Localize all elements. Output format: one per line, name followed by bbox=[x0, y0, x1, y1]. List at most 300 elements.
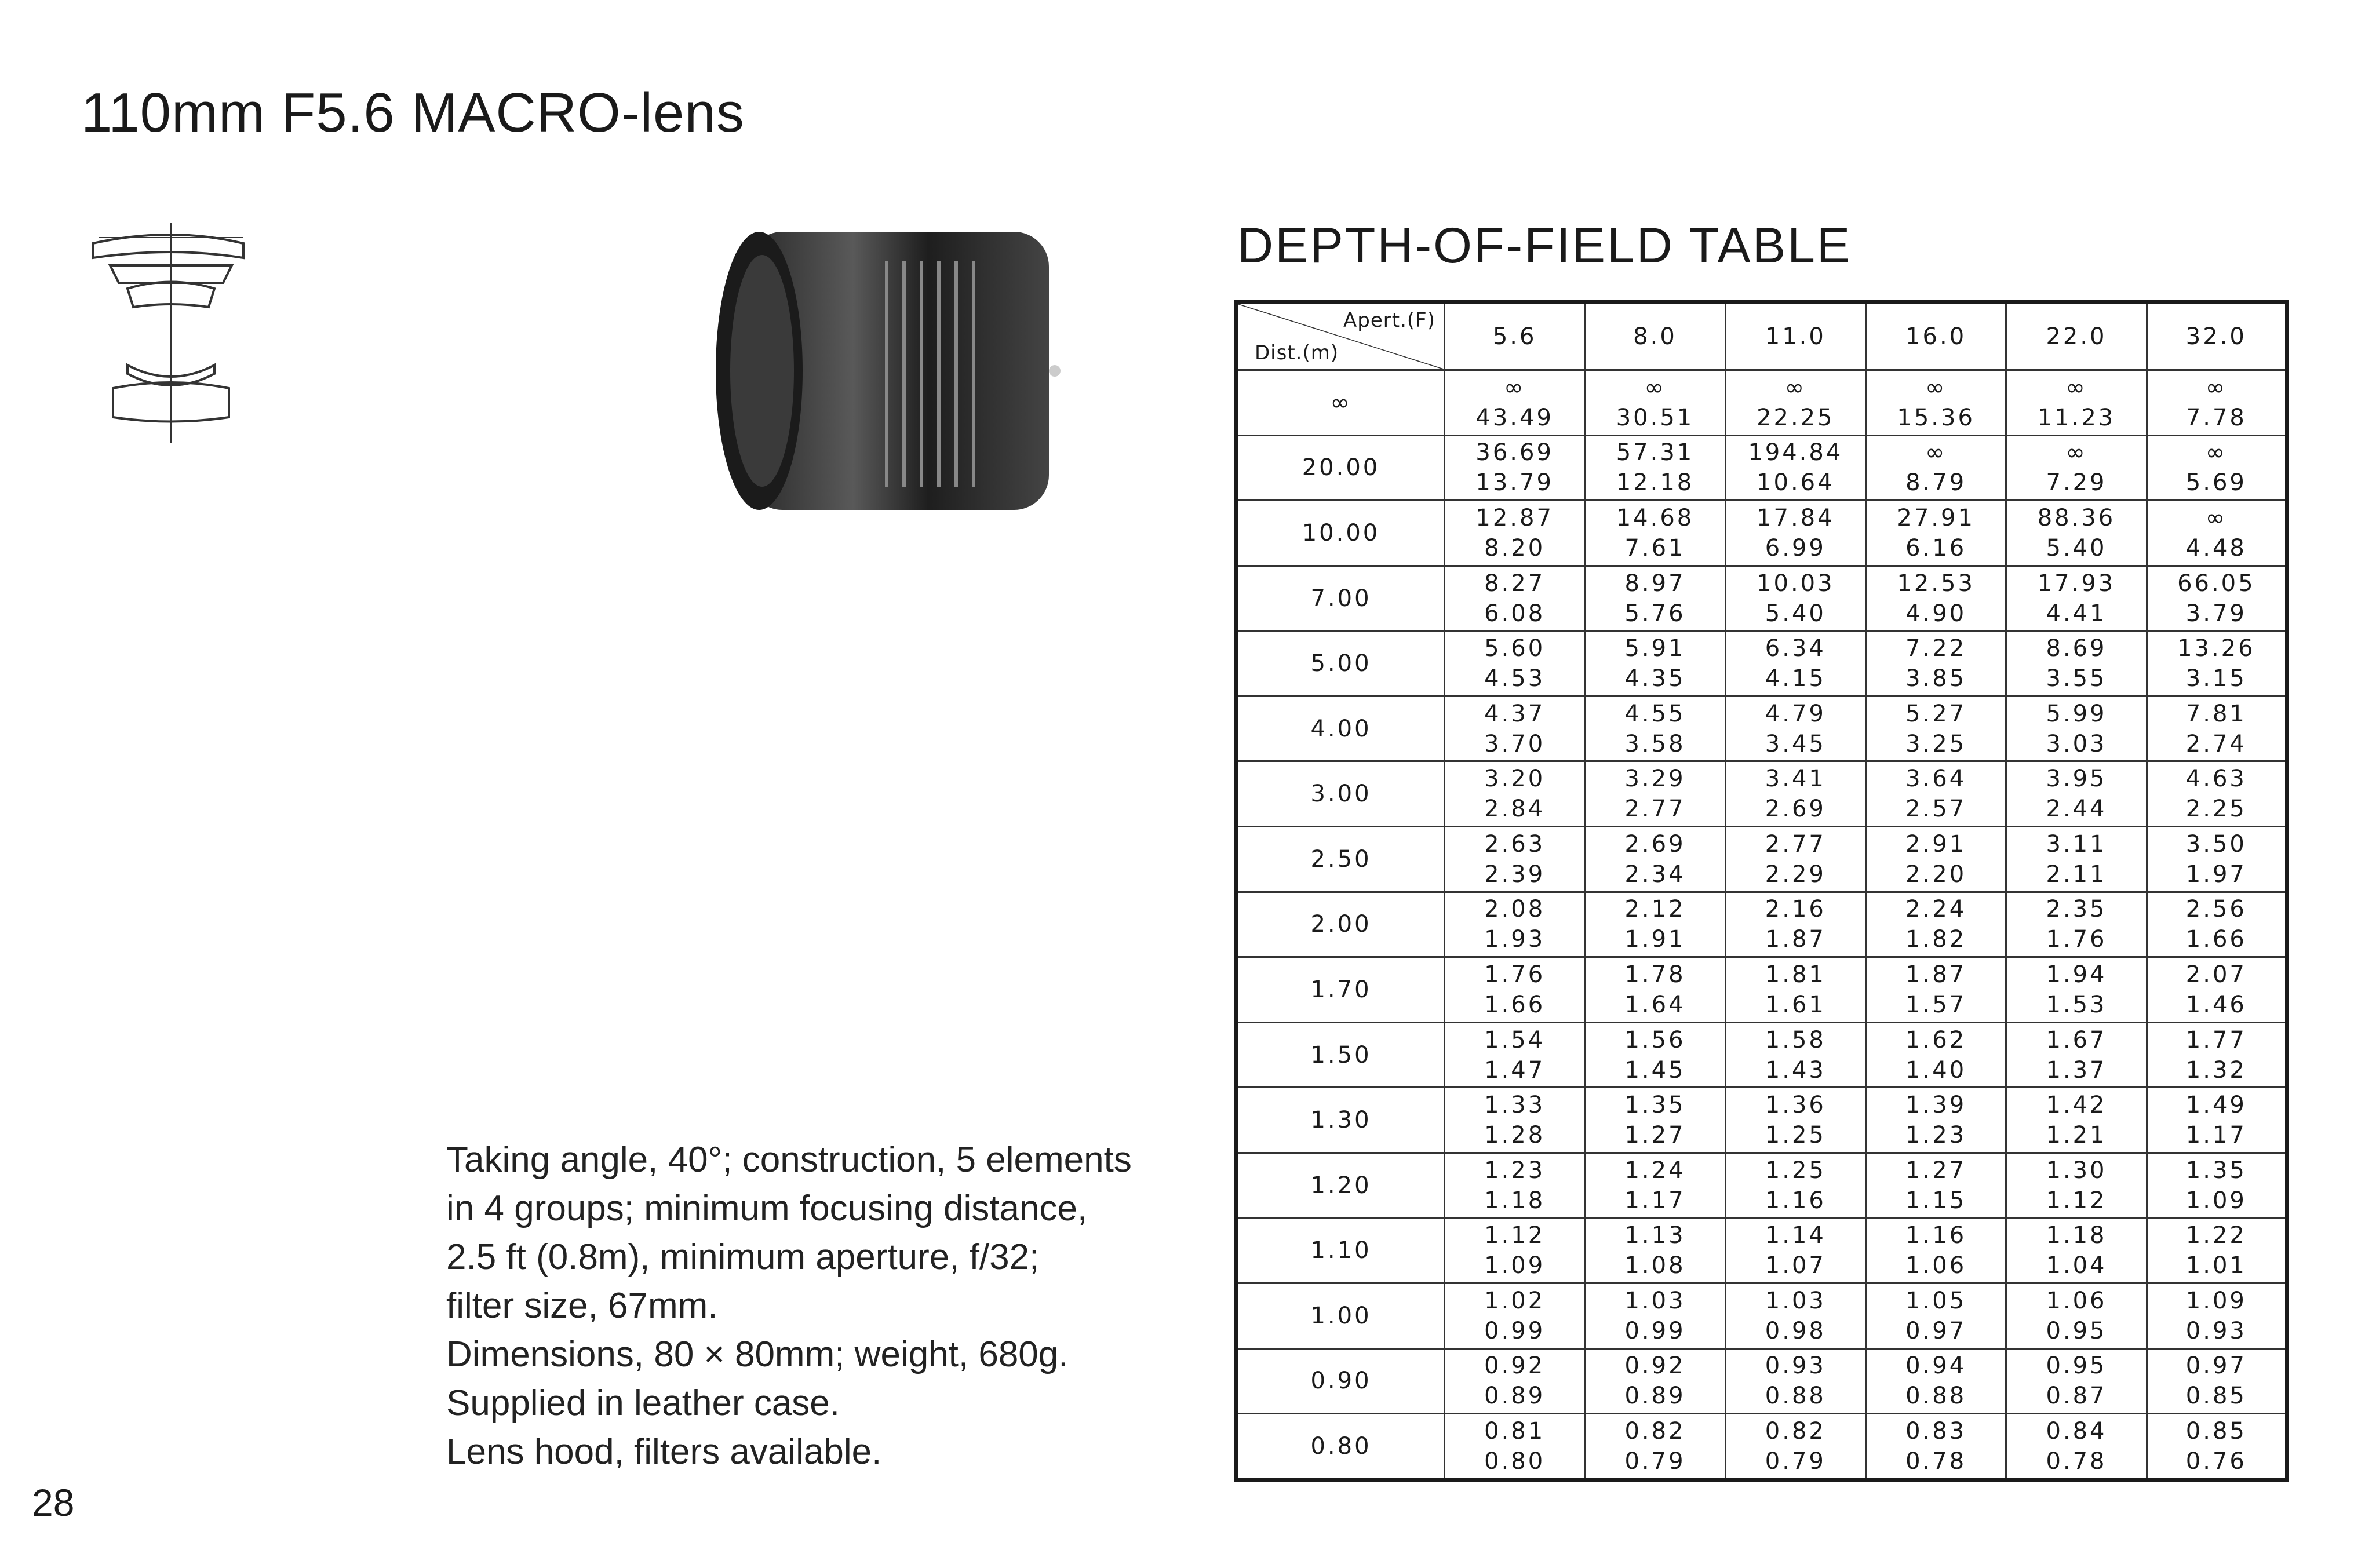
dof-cell bbox=[1445, 435, 1585, 501]
far-limit: 1.35 bbox=[2185, 1157, 2247, 1184]
far-limit: 2.08 bbox=[1484, 896, 1546, 923]
dof-cell bbox=[1725, 1218, 1865, 1283]
dof-cell bbox=[1865, 370, 2006, 436]
distance-cell: ∞ bbox=[1237, 370, 1445, 436]
dof-cell bbox=[1725, 370, 1865, 436]
far-limit: 2.56 bbox=[2185, 896, 2247, 923]
far-limit: ∞ bbox=[1925, 439, 1947, 466]
far-limit: 1.36 bbox=[1765, 1092, 1826, 1119]
near-limit: 2.20 bbox=[1905, 860, 1967, 888]
dof-cell bbox=[1865, 566, 2006, 631]
dof-cell bbox=[1585, 370, 1725, 436]
dof-cell bbox=[1585, 1088, 1725, 1153]
near-limit: 1.21 bbox=[2046, 1122, 2107, 1149]
near-limit: 3.15 bbox=[2185, 665, 2247, 692]
near-limit: 1.93 bbox=[1484, 926, 1546, 953]
far-limit: 1.56 bbox=[1624, 1026, 1686, 1053]
dof-cell bbox=[1865, 1218, 2006, 1283]
near-limit: 0.80 bbox=[1484, 1448, 1546, 1475]
far-limit: ∞ bbox=[1504, 374, 1526, 401]
dof-cell bbox=[1725, 1283, 1865, 1349]
distance-cell: 2.50 bbox=[1237, 827, 1445, 892]
aperture-axis-label: Apert.(F) bbox=[1343, 309, 1435, 332]
far-limit: 3.95 bbox=[2046, 765, 2107, 793]
dof-cell bbox=[2006, 761, 2147, 827]
table-row bbox=[1237, 1153, 2287, 1218]
near-limit: 0.85 bbox=[2185, 1383, 2247, 1410]
page-title: 110mm F5.6 MACRO-lens bbox=[81, 82, 745, 144]
dof-cell bbox=[2147, 1218, 2287, 1283]
lens-photo bbox=[695, 214, 1078, 539]
near-limit: 3.58 bbox=[1624, 730, 1686, 757]
near-limit: 0.79 bbox=[1624, 1448, 1686, 1475]
near-limit: 2.34 bbox=[1624, 860, 1686, 888]
near-limit: 1.07 bbox=[1765, 1252, 1826, 1279]
near-limit: 1.17 bbox=[2185, 1122, 2247, 1149]
dof-cell bbox=[1725, 1348, 1865, 1414]
near-limit: 1.53 bbox=[2046, 991, 2107, 1018]
far-limit: 5.91 bbox=[1624, 635, 1686, 662]
near-limit: 3.70 bbox=[1484, 730, 1546, 757]
near-limit: 1.61 bbox=[1765, 991, 1826, 1018]
distance-cell: 4.00 bbox=[1237, 696, 1445, 761]
far-limit: 1.14 bbox=[1765, 1222, 1826, 1249]
dof-cell bbox=[1445, 1088, 1585, 1153]
dof-cell bbox=[1445, 892, 1585, 957]
far-limit: 1.77 bbox=[2185, 1026, 2247, 1053]
near-limit: 2.11 bbox=[2046, 860, 2107, 888]
far-limit: 0.82 bbox=[1765, 1418, 1826, 1445]
far-limit: 1.76 bbox=[1484, 961, 1546, 988]
distance-cell: 1.50 bbox=[1237, 1022, 1445, 1088]
spec-line: Supplied in leather case. bbox=[446, 1383, 840, 1423]
far-limit: 1.62 bbox=[1905, 1026, 1967, 1053]
near-limit: 1.18 bbox=[1484, 1187, 1546, 1214]
page-number: 28 bbox=[32, 1481, 75, 1524]
far-limit: 3.41 bbox=[1765, 765, 1826, 793]
near-limit: 1.91 bbox=[1624, 926, 1686, 953]
near-limit: 8.20 bbox=[1484, 534, 1546, 561]
dof-cell bbox=[1865, 892, 2006, 957]
dof-cell bbox=[1585, 1218, 1725, 1283]
near-limit: 4.90 bbox=[1905, 600, 1967, 627]
near-limit: 1.57 bbox=[1905, 991, 1967, 1018]
dof-cell bbox=[2006, 631, 2147, 697]
near-limit: 4.53 bbox=[1484, 665, 1546, 692]
table-row bbox=[1237, 761, 2287, 827]
near-limit: 3.55 bbox=[2046, 665, 2107, 692]
aperture-header: 11.0 bbox=[1725, 302, 1865, 370]
table-row bbox=[1237, 827, 2287, 892]
dof-cell bbox=[2147, 957, 2287, 1023]
dof-cell bbox=[1725, 435, 1865, 501]
near-limit: 6.16 bbox=[1905, 534, 1967, 561]
near-limit: 1.66 bbox=[2185, 926, 2247, 953]
far-limit: 4.79 bbox=[1765, 700, 1826, 727]
distance-cell: 2.00 bbox=[1237, 892, 1445, 957]
far-limit: 1.23 bbox=[1484, 1157, 1546, 1184]
near-limit: 0.93 bbox=[2185, 1317, 2247, 1344]
aperture-header: 5.6 bbox=[1445, 302, 1585, 370]
far-limit: 1.13 bbox=[1624, 1222, 1686, 1249]
far-limit: 2.24 bbox=[1905, 896, 1967, 923]
far-limit: 0.97 bbox=[2185, 1352, 2247, 1380]
near-limit: 30.51 bbox=[1616, 404, 1695, 431]
distance-cell: 0.90 bbox=[1237, 1348, 1445, 1414]
far-limit: 0.93 bbox=[1765, 1352, 1826, 1380]
near-limit: 3.85 bbox=[1905, 665, 1967, 692]
far-limit: 88.36 bbox=[2037, 504, 2116, 531]
far-limit: 17.84 bbox=[1757, 504, 1835, 531]
spec-line: Lens hood, filters available. bbox=[446, 1432, 882, 1472]
near-limit: 11.23 bbox=[2037, 404, 2116, 431]
near-limit: 0.99 bbox=[1484, 1317, 1546, 1344]
table-row bbox=[1237, 696, 2287, 761]
dof-cell bbox=[2006, 827, 2147, 892]
near-limit: 5.40 bbox=[2046, 534, 2107, 561]
dof-cell bbox=[2147, 696, 2287, 761]
dof-cell bbox=[1585, 1348, 1725, 1414]
near-limit: 0.95 bbox=[2046, 1317, 2107, 1344]
dof-cell bbox=[1725, 566, 1865, 631]
table-row bbox=[1237, 501, 2287, 566]
dof-cell bbox=[1865, 1022, 2006, 1088]
table-row bbox=[1237, 892, 2287, 957]
far-limit: 1.16 bbox=[1905, 1222, 1967, 1249]
dof-cell bbox=[2147, 501, 2287, 566]
table-row bbox=[1237, 1218, 2287, 1283]
near-limit: 2.57 bbox=[1905, 796, 1967, 823]
dof-cell bbox=[1865, 1153, 2006, 1218]
far-limit: 7.22 bbox=[1905, 635, 1967, 662]
near-limit: 22.25 bbox=[1757, 404, 1835, 431]
dof-cell bbox=[2147, 1283, 2287, 1349]
far-limit: 3.64 bbox=[1905, 765, 1967, 793]
far-limit: 4.37 bbox=[1484, 700, 1546, 727]
distance-cell: 1.70 bbox=[1237, 957, 1445, 1023]
near-limit: 1.01 bbox=[2185, 1252, 2247, 1279]
near-limit: 1.16 bbox=[1765, 1187, 1826, 1214]
far-limit: 1.18 bbox=[2046, 1222, 2107, 1249]
table-row bbox=[1237, 1088, 2287, 1153]
dof-cell bbox=[1585, 566, 1725, 631]
dof-cell bbox=[1725, 1088, 1865, 1153]
far-limit: ∞ bbox=[1644, 374, 1666, 401]
dof-cell bbox=[2147, 1088, 2287, 1153]
dof-cell bbox=[1865, 761, 2006, 827]
far-limit: 2.16 bbox=[1765, 896, 1826, 923]
near-limit: 1.15 bbox=[1905, 1187, 1967, 1214]
near-limit: 1.06 bbox=[1905, 1252, 1967, 1279]
near-limit: 1.64 bbox=[1624, 991, 1686, 1018]
near-limit: 1.82 bbox=[1905, 926, 1967, 953]
far-limit: 0.82 bbox=[1624, 1418, 1686, 1445]
dof-cell bbox=[1445, 631, 1585, 697]
far-limit: 57.31 bbox=[1616, 439, 1695, 466]
dof-cell bbox=[1725, 957, 1865, 1023]
dof-cell bbox=[1865, 501, 2006, 566]
near-limit: 3.79 bbox=[2185, 600, 2247, 627]
far-limit: 1.12 bbox=[1484, 1222, 1546, 1249]
table-row bbox=[1237, 957, 2287, 1023]
far-limit: 2.63 bbox=[1484, 830, 1546, 858]
dof-cell bbox=[1725, 827, 1865, 892]
distance-cell: 0.80 bbox=[1237, 1414, 1445, 1481]
near-limit: 6.08 bbox=[1484, 600, 1546, 627]
dof-cell bbox=[2006, 1218, 2147, 1283]
distance-cell: 5.00 bbox=[1237, 631, 1445, 697]
near-limit: 1.04 bbox=[2046, 1252, 2107, 1279]
dof-cell bbox=[1585, 892, 1725, 957]
far-limit: 3.11 bbox=[2046, 830, 2107, 858]
near-limit: 2.29 bbox=[1765, 860, 1826, 888]
far-limit: 36.69 bbox=[1475, 439, 1554, 466]
far-limit: 1.05 bbox=[1905, 1287, 1967, 1314]
far-limit: 3.20 bbox=[1484, 765, 1546, 793]
near-limit: 0.98 bbox=[1765, 1317, 1826, 1344]
dof-cell bbox=[2006, 370, 2147, 436]
far-limit: ∞ bbox=[1925, 374, 1947, 401]
near-limit: 1.40 bbox=[1905, 1056, 1967, 1084]
dof-cell bbox=[1585, 827, 1725, 892]
near-limit: 1.17 bbox=[1624, 1187, 1686, 1214]
aperture-header-row bbox=[1237, 302, 2287, 370]
dof-table-title: DEPTH-OF-FIELD TABLE bbox=[1237, 218, 1852, 274]
dof-cell bbox=[1445, 566, 1585, 631]
far-limit: 1.25 bbox=[1765, 1157, 1826, 1184]
dof-cell bbox=[2006, 1153, 2147, 1218]
far-limit: 0.92 bbox=[1484, 1352, 1546, 1380]
far-limit: ∞ bbox=[2065, 374, 2087, 401]
dof-cell bbox=[1865, 631, 2006, 697]
far-limit: ∞ bbox=[2065, 439, 2087, 466]
far-limit: 12.87 bbox=[1475, 504, 1554, 531]
near-limit: 1.32 bbox=[2185, 1056, 2247, 1084]
dof-cell bbox=[1445, 957, 1585, 1023]
near-limit: 5.69 bbox=[2185, 469, 2247, 497]
dof-cell bbox=[1865, 1088, 2006, 1153]
dof-cell bbox=[2006, 957, 2147, 1023]
dof-cell bbox=[1865, 1283, 2006, 1349]
dof-cell bbox=[1865, 435, 2006, 501]
dof-cell bbox=[1725, 501, 1865, 566]
far-limit: 14.68 bbox=[1616, 504, 1695, 531]
far-limit: 0.92 bbox=[1624, 1352, 1686, 1380]
far-limit: 0.85 bbox=[2185, 1418, 2247, 1445]
far-limit: 1.06 bbox=[2046, 1287, 2107, 1314]
near-limit: 43.49 bbox=[1475, 404, 1554, 431]
table-row bbox=[1237, 1283, 2287, 1349]
far-limit: 2.35 bbox=[2046, 896, 2107, 923]
dof-table-body bbox=[1237, 370, 2287, 1481]
near-limit: 8.79 bbox=[1905, 469, 1967, 497]
distance-cell: 20.00 bbox=[1237, 435, 1445, 501]
near-limit: 0.78 bbox=[1905, 1448, 1967, 1475]
dof-cell bbox=[1445, 370, 1585, 436]
near-limit: 2.25 bbox=[2185, 796, 2247, 823]
far-limit: 1.33 bbox=[1484, 1092, 1546, 1119]
near-limit: 3.45 bbox=[1765, 730, 1826, 757]
far-limit: 1.94 bbox=[2046, 961, 2107, 988]
dof-cell bbox=[2006, 1414, 2147, 1481]
distance-axis-label: Dist.(m) bbox=[1255, 341, 1339, 364]
near-limit: 4.48 bbox=[2185, 534, 2247, 561]
spec-line: Taking angle, 40°; construction, 5 elements bbox=[446, 1140, 1132, 1180]
near-limit: 0.78 bbox=[2046, 1448, 2107, 1475]
near-limit: 2.84 bbox=[1484, 796, 1546, 823]
far-limit: 8.27 bbox=[1484, 570, 1546, 597]
far-limit: 66.05 bbox=[2177, 570, 2255, 597]
far-limit: 1.22 bbox=[2185, 1222, 2247, 1249]
aperture-header: 32.0 bbox=[2147, 302, 2287, 370]
aperture-header: 22.0 bbox=[2006, 302, 2147, 370]
table-row bbox=[1237, 566, 2287, 631]
dof-cell bbox=[2147, 1153, 2287, 1218]
spec-line: Dimensions, 80 × 80mm; weight, 680g. bbox=[446, 1334, 1069, 1374]
far-limit: 0.84 bbox=[2046, 1418, 2107, 1445]
dof-cell bbox=[2006, 501, 2147, 566]
far-limit: 27.91 bbox=[1897, 504, 1975, 531]
far-limit: 1.09 bbox=[2185, 1287, 2247, 1314]
far-limit: 1.03 bbox=[1765, 1287, 1826, 1314]
dof-cell bbox=[1865, 827, 2006, 892]
near-limit: 2.39 bbox=[1484, 860, 1546, 888]
far-limit: 1.24 bbox=[1624, 1157, 1686, 1184]
near-limit: 2.44 bbox=[2046, 796, 2107, 823]
far-limit: 1.87 bbox=[1905, 961, 1967, 988]
near-limit: 3.25 bbox=[1905, 730, 1967, 757]
dof-cell bbox=[2147, 1348, 2287, 1414]
dof-cell bbox=[2006, 566, 2147, 631]
near-limit: 1.27 bbox=[1624, 1122, 1686, 1149]
distance-cell: 7.00 bbox=[1237, 566, 1445, 631]
near-limit: 3.03 bbox=[2046, 730, 2107, 757]
far-limit: 12.53 bbox=[1897, 570, 1975, 597]
dof-cell bbox=[1725, 696, 1865, 761]
far-limit: 6.34 bbox=[1765, 635, 1826, 662]
far-limit: 3.50 bbox=[2185, 830, 2247, 858]
far-limit: 1.35 bbox=[1624, 1092, 1686, 1119]
dof-cell bbox=[1445, 827, 1585, 892]
distance-cell: 1.00 bbox=[1237, 1283, 1445, 1349]
dof-cell bbox=[1445, 696, 1585, 761]
far-limit: 5.99 bbox=[2046, 700, 2107, 727]
near-limit: 4.41 bbox=[2046, 600, 2107, 627]
aperture-header: 16.0 bbox=[1865, 302, 2006, 370]
table-row bbox=[1237, 631, 2287, 697]
dof-cell bbox=[1725, 1414, 1865, 1481]
dof-cell bbox=[2147, 566, 2287, 631]
near-limit: 1.97 bbox=[2185, 860, 2247, 888]
dof-cell bbox=[2147, 761, 2287, 827]
far-limit: 194.84 bbox=[1748, 439, 1843, 466]
table-row bbox=[1237, 1414, 2287, 1481]
far-limit: 1.49 bbox=[2185, 1092, 2247, 1119]
far-limit: 5.27 bbox=[1905, 700, 1967, 727]
near-limit: 1.28 bbox=[1484, 1122, 1546, 1149]
dof-cell bbox=[2147, 1414, 2287, 1481]
near-limit: 0.97 bbox=[1905, 1317, 1967, 1344]
near-limit: 1.25 bbox=[1765, 1122, 1826, 1149]
aperture-header: 8.0 bbox=[1585, 302, 1725, 370]
dof-cell bbox=[1445, 1283, 1585, 1349]
far-limit: 0.94 bbox=[1905, 1352, 1967, 1380]
far-limit: 1.27 bbox=[1905, 1157, 1967, 1184]
dof-cell bbox=[1585, 501, 1725, 566]
near-limit: 0.99 bbox=[1624, 1317, 1686, 1344]
near-limit: 1.09 bbox=[1484, 1252, 1546, 1279]
far-limit: 17.93 bbox=[2037, 570, 2116, 597]
dof-cell bbox=[2006, 696, 2147, 761]
dof-cell bbox=[1865, 957, 2006, 1023]
far-limit: 1.67 bbox=[2046, 1026, 2107, 1053]
table-row bbox=[1237, 370, 2287, 436]
near-limit: 2.69 bbox=[1765, 796, 1826, 823]
distance-cell: 3.00 bbox=[1237, 761, 1445, 827]
near-limit: 0.89 bbox=[1624, 1383, 1686, 1410]
depth-of-field-table bbox=[1234, 300, 2289, 1482]
far-limit: 2.12 bbox=[1624, 896, 1686, 923]
far-limit: 2.77 bbox=[1765, 830, 1826, 858]
near-limit: 5.40 bbox=[1765, 600, 1826, 627]
far-limit: 1.03 bbox=[1624, 1287, 1686, 1314]
spec-line: in 4 groups; minimum focusing distance, bbox=[446, 1188, 1088, 1228]
far-limit: 1.54 bbox=[1484, 1026, 1546, 1053]
dof-cell bbox=[1445, 1414, 1585, 1481]
dof-cell bbox=[2147, 892, 2287, 957]
dof-cell bbox=[2147, 827, 2287, 892]
far-limit: 8.69 bbox=[2046, 635, 2107, 662]
far-limit: 2.91 bbox=[1905, 830, 1967, 858]
far-limit: 1.78 bbox=[1624, 961, 1686, 988]
dof-cell bbox=[2006, 1088, 2147, 1153]
distance-cell: 1.10 bbox=[1237, 1218, 1445, 1283]
near-limit: 0.87 bbox=[2046, 1383, 2107, 1410]
near-limit: 0.76 bbox=[2185, 1448, 2247, 1475]
far-limit: ∞ bbox=[1784, 374, 1806, 401]
lens-construction-diagram bbox=[87, 220, 255, 446]
dof-cell bbox=[2006, 1283, 2147, 1349]
near-limit: 4.35 bbox=[1624, 665, 1686, 692]
spec-line: filter size, 67mm. bbox=[446, 1286, 718, 1326]
far-limit: ∞ bbox=[2205, 374, 2227, 401]
near-limit: 15.36 bbox=[1897, 404, 1975, 431]
far-limit: 2.69 bbox=[1624, 830, 1686, 858]
far-limit: 1.42 bbox=[2046, 1092, 2107, 1119]
far-limit: 2.07 bbox=[2185, 961, 2247, 988]
far-limit: ∞ bbox=[2205, 439, 2227, 466]
near-limit: 1.46 bbox=[2185, 991, 2247, 1018]
table-row bbox=[1237, 1348, 2287, 1414]
near-limit: 1.87 bbox=[1765, 926, 1826, 953]
dof-cell bbox=[1585, 1414, 1725, 1481]
far-limit: 3.29 bbox=[1624, 765, 1686, 793]
dof-cell bbox=[1445, 1153, 1585, 1218]
dof-cell bbox=[1725, 631, 1865, 697]
dof-cell bbox=[2006, 892, 2147, 957]
near-limit: 6.99 bbox=[1765, 534, 1826, 561]
near-limit: 0.89 bbox=[1484, 1383, 1546, 1410]
dof-cell bbox=[1725, 892, 1865, 957]
lens-specifications bbox=[446, 1136, 1200, 1476]
dof-cell bbox=[1585, 957, 1725, 1023]
far-limit: 0.81 bbox=[1484, 1418, 1546, 1445]
far-limit: 4.63 bbox=[2185, 765, 2247, 793]
near-limit: 2.74 bbox=[2185, 730, 2247, 757]
dof-cell bbox=[2147, 631, 2287, 697]
dof-cell bbox=[2006, 435, 2147, 501]
dof-cell bbox=[1445, 1022, 1585, 1088]
